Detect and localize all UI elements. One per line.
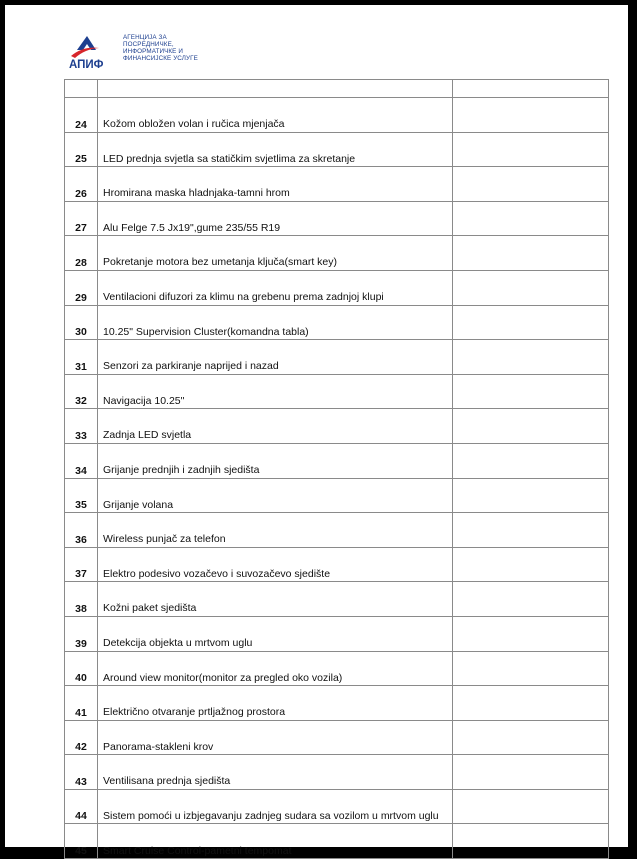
table-row [65,409,609,444]
row-value-cell [453,270,609,305]
row-number: 43 [65,755,98,790]
row-value-cell [453,167,609,202]
row-value-cell [453,686,609,721]
row-description: Ventilisana prednja sjedišta [98,755,453,790]
row-description: Navigacija 10.25" [98,374,453,409]
row-value-cell [453,409,609,444]
row-number: 42 [65,720,98,755]
table-row [65,616,609,651]
table-cell [65,80,98,98]
table-row [65,582,609,617]
row-value-cell [453,98,609,133]
table-row [65,98,609,133]
row-description: Elektro podesivo vozačevo i suvozačevo sjedište [98,547,453,582]
row-description: Ventilacioni difuzori za klimu na grebenu prema zadnjoj klupi [98,270,453,305]
row-value-cell [453,720,609,755]
table-row [65,755,609,790]
document-page [5,5,628,858]
table-row [65,720,609,755]
row-value-cell [453,374,609,409]
row-description: Hromirana maska hladnjaka-tamni hrom [98,167,453,202]
row-number: 41 [65,686,98,721]
row-number: 27 [65,201,98,236]
row-value-cell [453,582,609,617]
row-description: LED prednja svjetla sa statičkim svjetlima za skretanje [98,132,453,167]
row-value-cell [453,789,609,824]
table-row [65,513,609,548]
row-value-cell [453,201,609,236]
logo-line: ФИНАНСИЈСКЕ УСЛУГЕ [123,55,198,62]
logo-line: АГЕНЦИЈА ЗА [123,34,167,41]
row-number: 25 [65,132,98,167]
table-row-top [65,80,609,98]
table-cell [453,80,609,98]
row-number: 33 [65,409,98,444]
row-description: Grijanje volana [98,478,453,513]
row-description: Senzori za parkiranje naprijed i nazad [98,340,453,375]
row-number: 40 [65,651,98,686]
table-row [65,789,609,824]
table-row [65,478,609,513]
row-description: Panorama-stakleni krov [98,720,453,755]
agency-logo [65,32,225,74]
row-number: 38 [65,582,98,617]
equipment-table [64,79,609,859]
row-value-cell [453,340,609,375]
table-row [65,651,609,686]
row-number: 28 [65,236,98,271]
row-value-cell [453,305,609,340]
table-row [65,167,609,202]
table-row [65,443,609,478]
table-cell [98,80,453,98]
row-description: Zadnja LED svjetla [98,409,453,444]
row-number: 26 [65,167,98,202]
row-number: 44 [65,789,98,824]
table-row [65,686,609,721]
table-row [65,547,609,582]
table-row [65,305,609,340]
table-row [65,236,609,271]
table-row [65,340,609,375]
row-number: 31 [65,340,98,375]
row-description: Električno otvaranje prtljažnog prostora [98,686,453,721]
row-description: Alu Felge 7.5 Jx19",gume 235/55 R19 [98,201,453,236]
row-value-cell [453,478,609,513]
row-value-cell [453,236,609,271]
table-row [65,824,609,859]
logo-mark-text: АПИФ [69,59,104,71]
row-value-cell [453,755,609,790]
row-description: Smart Cruise Control-pametni tempomat [98,824,453,859]
row-description: Around view monitor(monitor za pregled oko vozila) [98,651,453,686]
logo-text [123,34,198,62]
table-row [65,201,609,236]
logo-line: ПОСРЕДНИЧКЕ, [123,41,174,48]
row-value-cell [453,547,609,582]
row-value-cell [453,651,609,686]
row-value-cell [453,616,609,651]
row-number: 36 [65,513,98,548]
row-number: 34 [65,443,98,478]
row-number: 35 [65,478,98,513]
row-number: 29 [65,270,98,305]
row-number: 30 [65,305,98,340]
row-description: Pokretanje motora bez umetanja ključa(smart key) [98,236,453,271]
logo-line: ИНФОРМАТИЧКЕ И [123,48,183,55]
row-value-cell [453,132,609,167]
row-description: Sistem pomoći u izbjegavanju zadnjeg sudara sa vozilom u mrtvom uglu [98,789,453,824]
row-number: 37 [65,547,98,582]
row-description: Kožom obložen volan i ručica mjenjača [98,98,453,133]
row-number: 24 [65,98,98,133]
table-row [65,374,609,409]
table-row [65,132,609,167]
row-description: Wireless punjač za telefon [98,513,453,548]
row-value-cell [453,443,609,478]
row-description: Kožni paket sjedišta [98,582,453,617]
row-number: 39 [65,616,98,651]
row-description: Grijanje prednjih i zadnjih sjedišta [98,443,453,478]
table-row [65,270,609,305]
row-value-cell [453,513,609,548]
row-value-cell [453,824,609,859]
row-number: 32 [65,374,98,409]
logo-mark-icon [65,32,123,74]
row-description: 10.25" Supervision Cluster(komandna tabla) [98,305,453,340]
row-description: Detekcija objekta u mrtvom uglu [98,616,453,651]
row-number: 45 [65,824,98,859]
